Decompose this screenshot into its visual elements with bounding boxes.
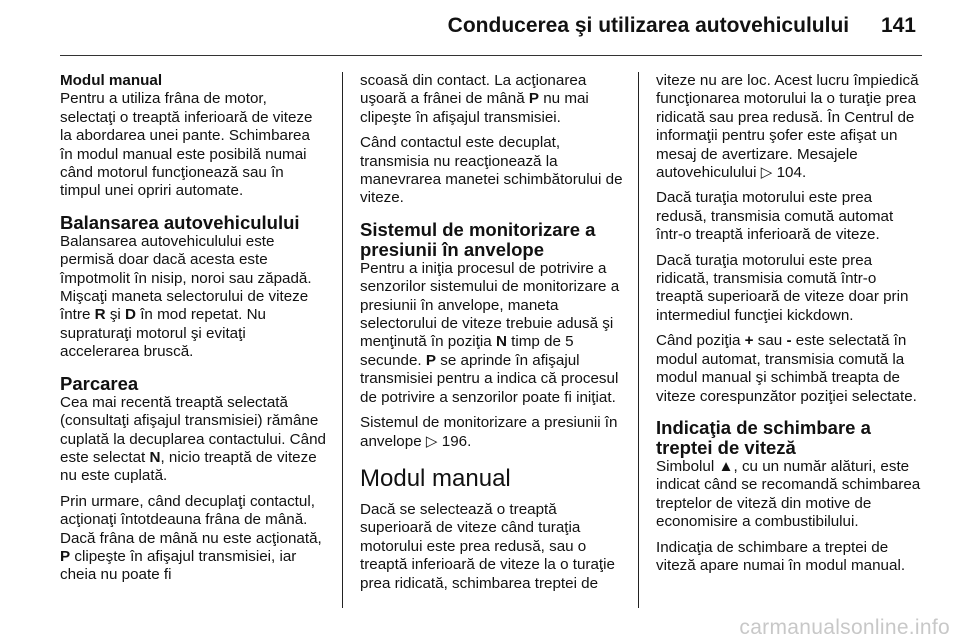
heading-balansare: Balansarea autovehiculului <box>60 211 300 233</box>
paragraph-sistem-monitorizare: Pentru a iniţia procesul de potrivire a senzorilor sistemului de monitorizare a presiunii în anvelope, maneta selectorului de viteze trebuie adusă şi menţinută în poziţia N timp de 5 secunde. P se aprinde în afişajul transmisiei pentru a indica că procesul de potrivire a senzorilor poate fi iniţiat. <box>360 259 620 406</box>
column-1 <box>60 72 326 592</box>
paragraph-continuation: scoasă din contact. La acţionarea uşoară a frânei de mână P nu mai clipeşte în afişajul transmisiei. <box>360 72 589 126</box>
paragraph-pozitia: Când poziţia + sau - este selectată în modul automat, transmisia comută la modul manual şi schimbă treapta de viteze corespunzător poziţiei selectate. <box>656 332 917 405</box>
heading-indicatia: Indicaţia de schimbare a treptei de viteză <box>656 416 871 458</box>
paragraph-indicatia-2: Indicaţia de schimbare a treptei de viteză apare numai în modul manual. <box>656 538 906 574</box>
header-rule <box>60 55 922 56</box>
watermark: carmanualsonline.info <box>739 616 950 639</box>
column-divider-1 <box>342 72 343 608</box>
paragraph-prin-urmare: Prin urmare, când decuplaţi contactul, acţionaţi întotdeauna frâna de mână. Dacă frâna de mână nu este acţionată, P clipeşte în afişajul transmisiei, iar cheia nu poate fi <box>60 492 322 584</box>
paragraph-turatie-redusa: Dacă turaţia motorului este prea redusă, transmisia comută automat într-o treaptă inferioară de viteze. <box>656 189 894 244</box>
paragraph-balansare: Balansarea autovehiculului este permisă doar dacă acesta este împotmolit în nisip, noroi sau zăpadă. Mişcaţi maneta selectorului de viteze între R şi D în mod repetat. Nu supraturaţi motorul şi evitaţi accelerarea bruscă. <box>60 232 312 361</box>
paragraph-modul-manual-2: Dacă se selectează o treaptă superioară de viteze când turaţia motorului este prea redusă, sau o treaptă inferioară de viteze la o turaţie prea ridicată, schimbarea treptei de <box>360 500 615 592</box>
heading-parcarea: Parcarea <box>60 372 139 394</box>
column-2 <box>360 72 626 600</box>
header-title: Conducerea şi utilizarea autovehiculului <box>447 14 850 37</box>
page-reference-link[interactable]: ▷ 104. <box>760 164 807 182</box>
paragraph-continuation-3: viteze nu are loc. Acest lucru împiedică funcţionarea motorului la o turaţie prea ridicată sau prea redusă. În Centrul de informaţii pentru şofer este afişat un mesaj de avertizare. Mesajele autovehiculului ▷ 104. <box>656 72 919 182</box>
heading-sistem-monitorizare: Sistemul de monitorizare a presiunii în anvelope <box>360 218 596 260</box>
paragraph-sistem-referinta: Sistemul de monitorizare a presiunii în anvelope ▷ 196. <box>360 414 618 450</box>
paragraph-modul-manual: Pentru a utiliza frâna de motor, selectaţi o treaptă inferioară de viteze la abordarea unei pante. Schimbarea în modul manual este posibilă numai când motorul funcţionează sau în timpul unei opriri automate. <box>60 90 313 200</box>
paragraph-indicatia: Simbolul ▲, cu un număr alături, este indicat când se recomandă schimbarea treptelor de viteză din motive de economisire a combustibilului. <box>656 457 921 531</box>
paragraph-turatie-ridicata: Dacă turaţia motorului este prea ridicată, transmisia comută într-o treaptă superioară de viteze doar prin intermediul funcţiei kickdown. <box>656 251 909 324</box>
paragraph-parcarea: Cea mai recentă treaptă selectată (consultaţi afişajul transmisiei) rămâne cuplată la decuplarea contactului. Când este selectat N, nicio treaptă de viteze nu este cuplată. <box>60 393 326 485</box>
subheading-modul-manual: Modul manual <box>60 72 163 89</box>
shift-up-icon: ▲ <box>718 457 734 475</box>
paragraph-contact-decuplat: Când contactul este decuplat, transmisia nu reacţionează la manevrarea manetei schimbătorului de viteze. <box>360 134 623 207</box>
column-divider-2 <box>638 72 639 608</box>
page-header <box>448 14 916 38</box>
page-reference-link[interactable]: ▷ 196. <box>425 432 472 450</box>
heading-modul-manual: Modul manual <box>360 464 511 492</box>
page-number: 141 <box>880 14 916 37</box>
column-3 <box>656 72 922 582</box>
